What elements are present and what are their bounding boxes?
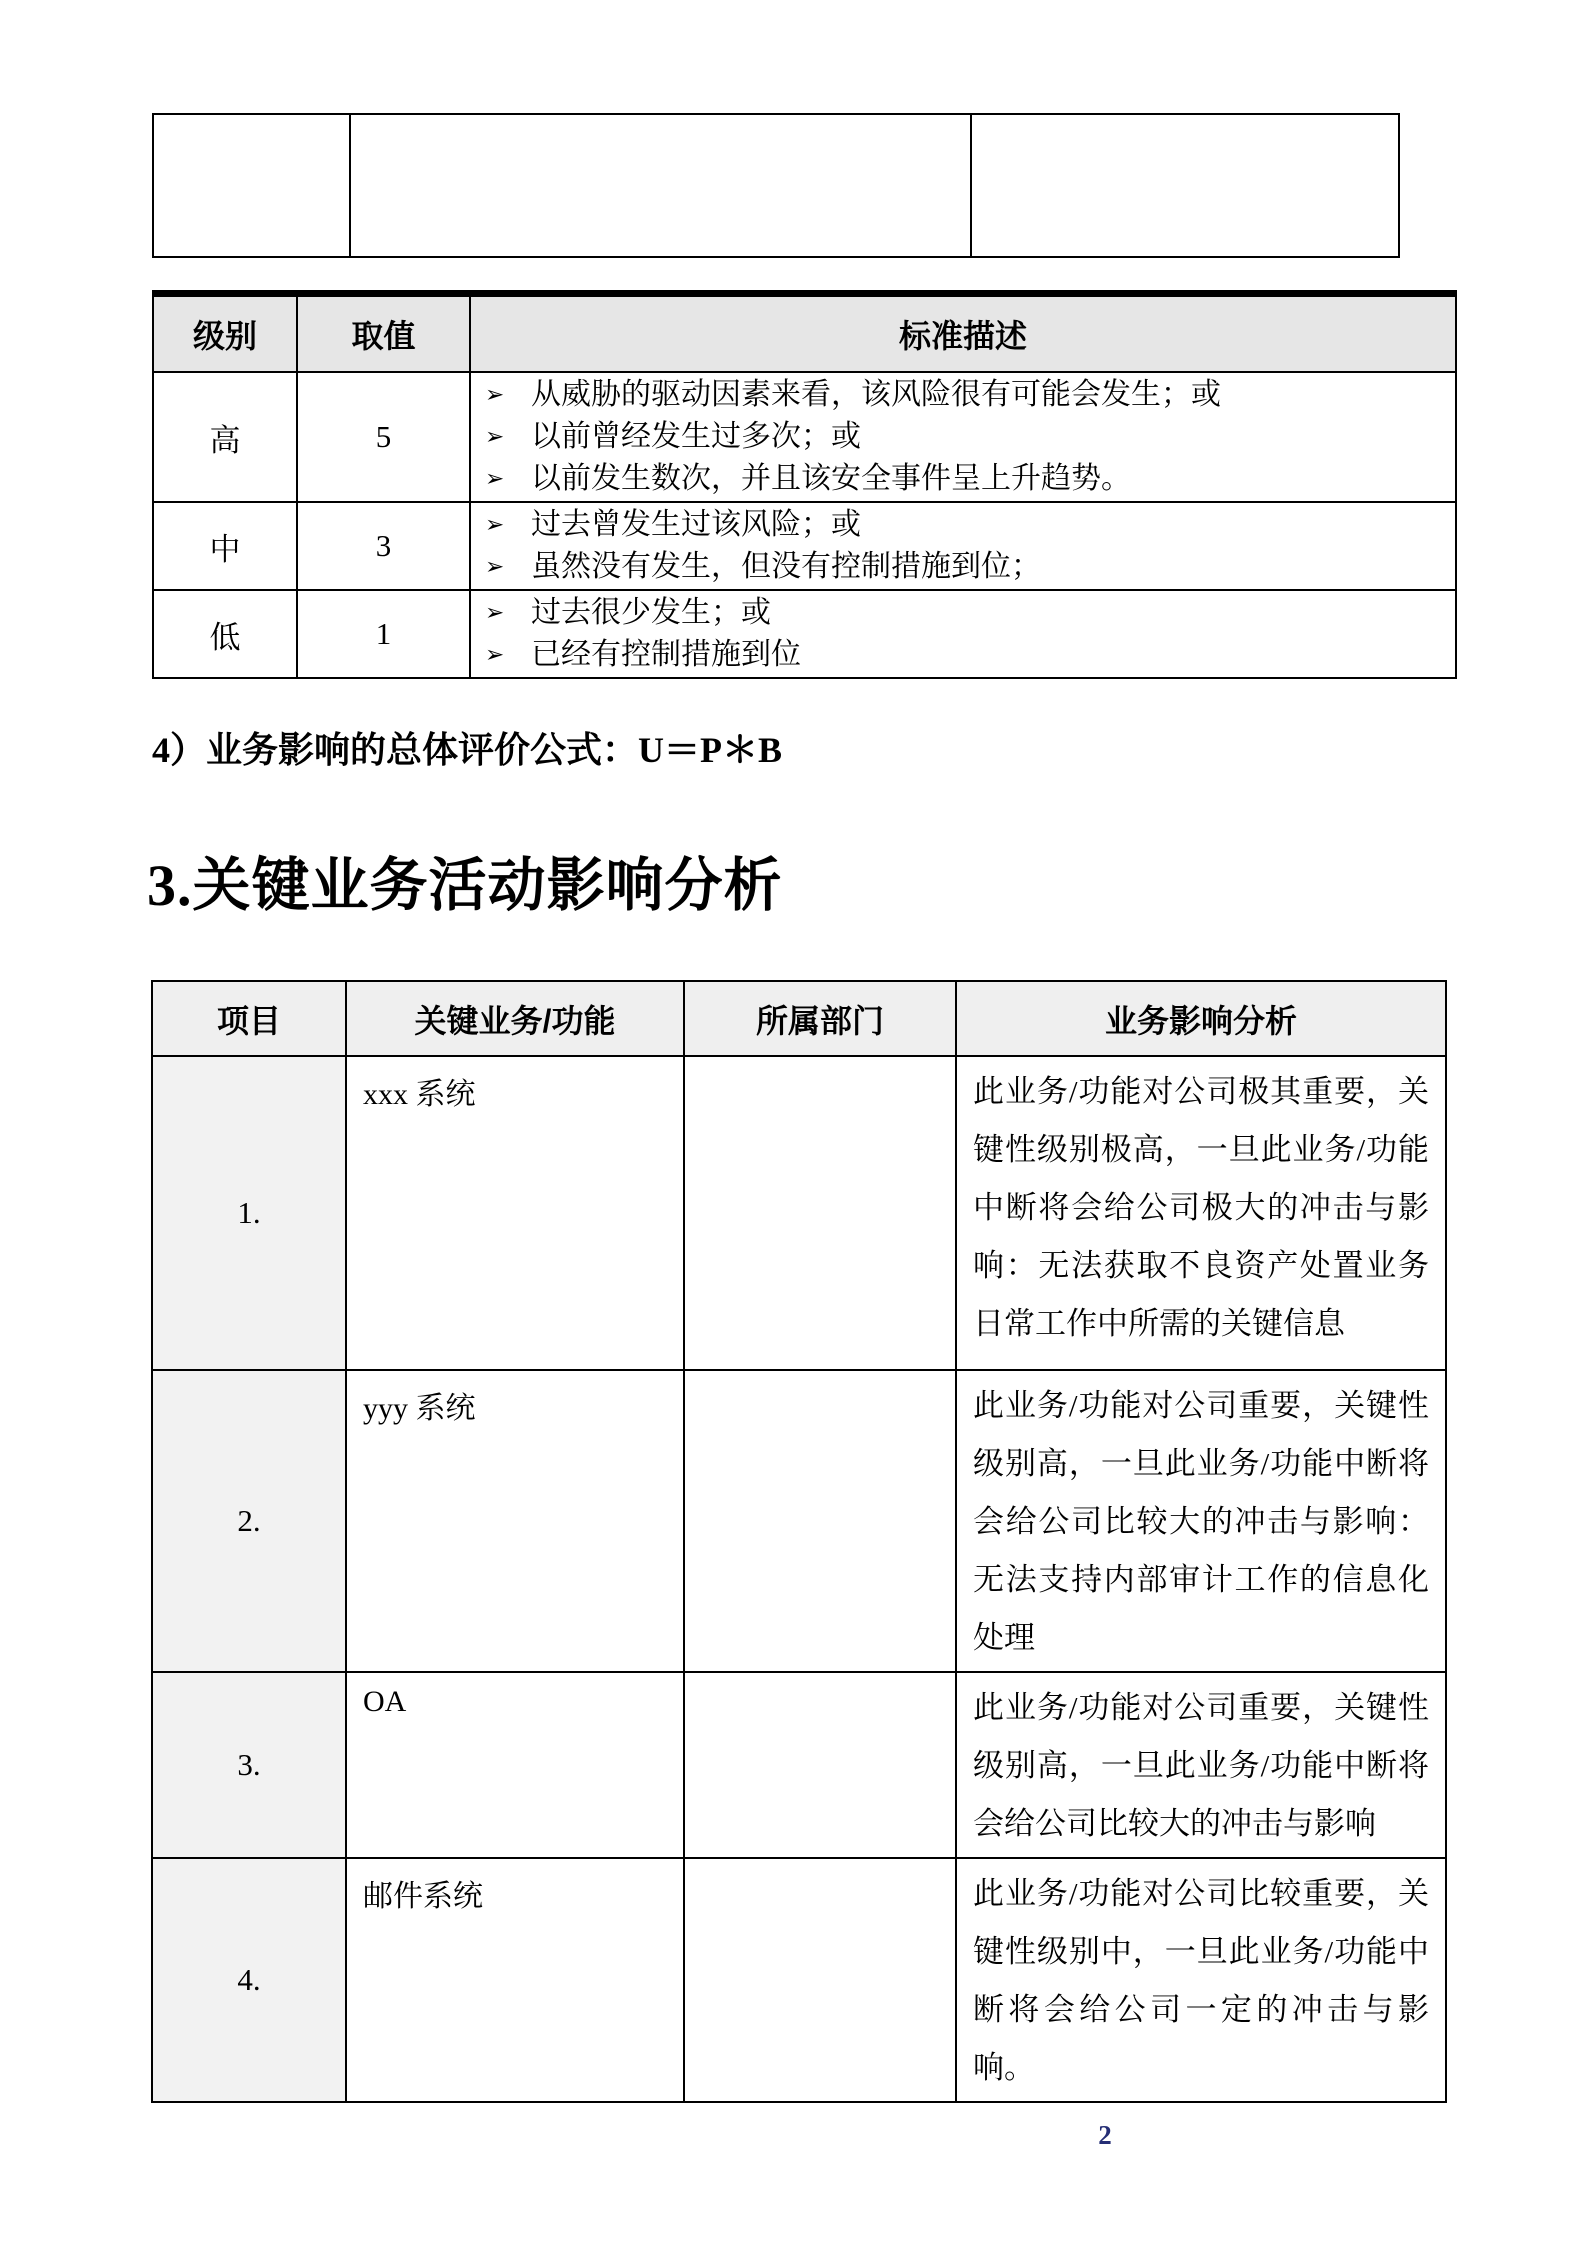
table-row-high [153,372,1456,502]
column-header-level: 级别 [153,294,297,373]
row-number-cell: 1. [152,1056,346,1370]
column-header-item: 项目 [152,981,346,1056]
likelihood-table [152,290,1457,679]
bullet-text: 已经有控制措施到位 [531,638,801,671]
table-row-low [153,590,1456,678]
department-cell [684,1858,956,2102]
column-header-value: 取值 [297,294,470,373]
row-number-cell: 2. [152,1370,346,1672]
table-row [152,1056,1446,1370]
business-cell: xxx 系统 [346,1056,684,1370]
arrow-bullet-icon: ➢ [485,382,505,407]
bullet-text: 从威胁的驱动因素来看，该风险很有可能会发生；或 [531,378,1221,411]
bullet-line [481,416,1445,458]
bullet-line [481,458,1445,500]
bullet-text: 虽然没有发生，但没有控制措施到位； [531,550,1041,583]
business-cell: 邮件系统 [346,1858,684,2102]
column-header-business: 关键业务/功能 [346,981,684,1056]
empty-cell [350,114,971,257]
impact-table [151,980,1447,2103]
empty-cell [971,114,1399,257]
column-header-description: 标准描述 [470,294,1456,373]
table-row [152,1672,1446,1858]
value-cell: 1 [297,590,470,678]
arrow-bullet-icon: ➢ [485,600,505,625]
department-cell [684,1370,956,1672]
bullet-line [481,374,1445,416]
analysis-cell: 此业务/功能对公司重要，关键性级别高，一旦此业务/功能中断将会给公司比较大的冲击与影响：无法支持内部审计工作的信息化处理 [956,1370,1446,1672]
level-cell: 中 [153,502,297,590]
level-cell: 低 [153,590,297,678]
arrow-bullet-icon: ➢ [485,554,505,579]
table-row-medium [153,502,1456,590]
top-partial-table [152,113,1400,258]
level-cell: 高 [153,372,297,502]
column-header-analysis: 业务影响分析 [956,981,1446,1056]
row-number-cell: 4. [152,1858,346,2102]
table-row [152,1370,1446,1672]
description-cell [470,502,1456,590]
arrow-bullet-icon: ➢ [485,512,505,537]
arrow-bullet-icon: ➢ [485,466,505,491]
bullet-line [481,592,1445,634]
bullet-line [481,504,1445,546]
description-cell [470,590,1456,678]
analysis-cell: 此业务/功能对公司重要，关键性级别高，一旦此业务/功能中断将会给公司比较大的冲击与影响 [956,1672,1446,1858]
bullet-line [481,634,1445,676]
bullet-text: 过去很少发生；或 [531,596,771,629]
section-title: 3.关键业务活动影响分析 [147,853,783,918]
department-cell [684,1056,956,1370]
analysis-cell: 此业务/功能对公司比较重要，关键性级别中，一旦此业务/功能中断将会给公司一定的冲击与影响。 [956,1858,1446,2102]
business-cell: OA [346,1672,684,1858]
header-row [153,294,1456,373]
arrow-bullet-icon: ➢ [485,642,505,667]
row-number-cell: 3. [152,1672,346,1858]
bullet-text: 过去曾发生过该风险；或 [531,508,861,541]
table-row [152,1858,1446,2102]
header-row [152,981,1446,1056]
description-cell [470,372,1456,502]
department-cell [684,1672,956,1858]
arrow-bullet-icon: ➢ [485,424,505,449]
table-row [153,114,1399,257]
bullet-text: 以前曾经发生过多次；或 [531,420,861,453]
value-cell: 5 [297,372,470,502]
bullet-line [481,546,1445,588]
column-header-department: 所属部门 [684,981,956,1056]
page-number: 2 [1098,2120,1112,2150]
value-cell: 3 [297,502,470,590]
formula-heading: 4）业务影响的总体评价公式：U＝P＊B [152,730,783,770]
analysis-cell: 此业务/功能对公司极其重要，关键性级别极高，一旦此业务/功能中断将会给公司极大的冲击与影响：无法获取不良资产处置业务日常工作中所需的关键信息 [956,1056,1446,1370]
business-cell: yyy 系统 [346,1370,684,1672]
empty-cell [153,114,350,257]
bullet-text: 以前发生数次，并且该安全事件呈上升趋势。 [531,462,1131,495]
